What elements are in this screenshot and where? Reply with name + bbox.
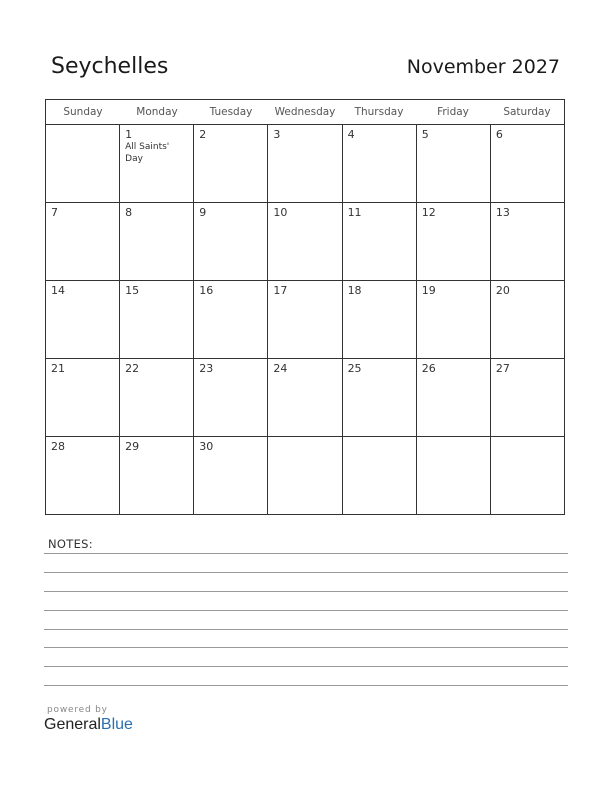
brand-blue: Blue (100, 716, 133, 733)
week-row (46, 281, 564, 359)
day-cell[interactable] (46, 437, 120, 514)
note-line (44, 666, 568, 667)
day-cell[interactable] (343, 203, 417, 280)
note-line (44, 647, 568, 648)
day-number: 17 (273, 284, 288, 297)
day-number: 12 (421, 206, 436, 219)
day-cell[interactable] (120, 203, 194, 280)
day-cell[interactable] (343, 437, 417, 514)
day-number: 15 (125, 284, 140, 297)
day-cell[interactable] (491, 125, 564, 202)
notes-label: NOTES: (48, 537, 93, 551)
day-number: 1 (125, 128, 133, 141)
day-cell[interactable] (268, 359, 342, 436)
day-cell[interactable] (417, 437, 491, 514)
week-row (46, 437, 564, 514)
day-number: 22 (125, 362, 140, 375)
day-cell[interactable] (194, 125, 268, 202)
day-number: 7 (51, 206, 58, 219)
day-number: 4 (347, 128, 355, 141)
day-cell[interactable] (491, 203, 564, 280)
calendar-grid (45, 99, 565, 515)
day-cell[interactable] (491, 359, 564, 436)
day-number: 27 (495, 362, 510, 375)
note-line (44, 591, 568, 592)
day-cell[interactable] (268, 437, 342, 514)
day-cell[interactable] (120, 281, 194, 358)
day-name-saturday: Saturday (503, 106, 551, 118)
brand-general: General (44, 716, 101, 733)
day-number: 14 (51, 284, 65, 297)
day-name-friday: Friday (437, 106, 469, 118)
day-cell[interactable] (120, 125, 194, 202)
day-cell[interactable] (417, 125, 491, 202)
country-title: Seychelles (51, 54, 169, 79)
day-number: 18 (347, 284, 362, 297)
day-number: 21 (51, 362, 65, 375)
day-number: 9 (199, 206, 207, 219)
day-number: 29 (125, 440, 140, 453)
day-number: 11 (347, 206, 362, 219)
day-cell[interactable] (46, 203, 120, 280)
day-number: 20 (495, 284, 510, 297)
day-cell[interactable] (417, 203, 491, 280)
day-number: 28 (51, 440, 65, 453)
note-line (44, 685, 568, 686)
day-cell[interactable] (417, 359, 491, 436)
day-name-sunday: Sunday (63, 106, 103, 118)
day-cell[interactable] (343, 125, 417, 202)
day-number: 26 (421, 362, 436, 375)
day-cell[interactable] (194, 281, 268, 358)
day-number: 24 (273, 362, 288, 375)
day-cell[interactable] (120, 359, 194, 436)
week-row (46, 359, 564, 437)
day-cell[interactable] (46, 281, 120, 358)
day-name-monday: Monday (136, 106, 178, 118)
weeks-container (46, 125, 564, 514)
day-number: 16 (199, 284, 214, 297)
day-cell[interactable] (194, 203, 268, 280)
note-line (44, 610, 568, 611)
day-name-thursday: Thursday (354, 106, 404, 118)
day-cell[interactable] (194, 359, 268, 436)
day-number: 3 (273, 128, 281, 141)
day-cell[interactable] (46, 125, 120, 202)
day-cell[interactable] (491, 437, 564, 514)
day-number: 6 (495, 128, 503, 141)
note-line (44, 572, 568, 573)
day-cell[interactable] (417, 281, 491, 358)
month-year-title: November 2027 (406, 56, 560, 78)
day-cell[interactable] (268, 281, 342, 358)
week-row (46, 203, 564, 281)
powered-by-text: powered by (47, 705, 108, 715)
day-number: 19 (421, 284, 436, 297)
holiday-label: All Saints' Day (125, 142, 170, 164)
day-number: 30 (199, 440, 214, 453)
day-cell[interactable] (120, 437, 194, 514)
day-number: 8 (125, 206, 133, 219)
day-cell[interactable] (343, 281, 417, 358)
day-number: 5 (421, 128, 429, 141)
day-number: 2 (199, 128, 207, 141)
day-names-row (46, 100, 564, 125)
note-line (44, 629, 568, 630)
day-name-tuesday: Tuesday (209, 106, 253, 118)
day-cell[interactable] (343, 359, 417, 436)
note-line (44, 553, 568, 554)
day-cell[interactable] (46, 359, 120, 436)
day-number: 25 (347, 362, 362, 375)
day-number: 23 (199, 362, 214, 375)
day-name-wednesday: Wednesday (274, 106, 336, 118)
generalblue-logo[interactable] (44, 716, 133, 734)
day-cell[interactable] (491, 281, 564, 358)
day-number: 10 (273, 206, 288, 219)
day-cell[interactable] (194, 437, 268, 514)
day-cell[interactable] (268, 203, 342, 280)
day-cell[interactable] (268, 125, 342, 202)
week-row (46, 125, 564, 203)
day-number: 13 (495, 206, 510, 219)
